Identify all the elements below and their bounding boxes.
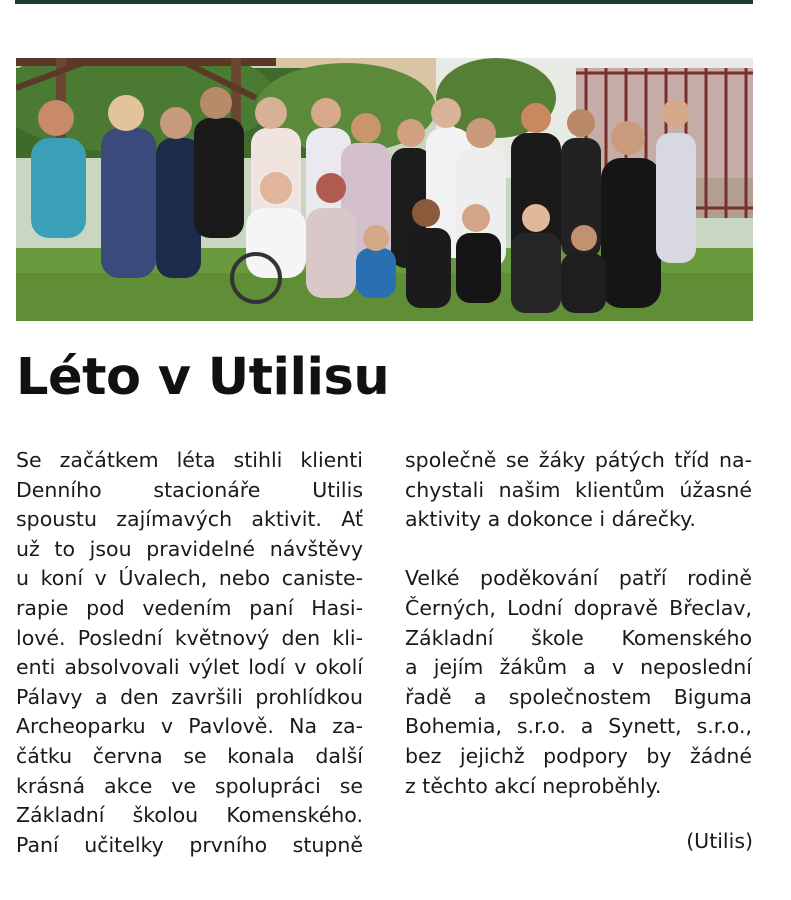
body-line: u koní v Úvalech, nebo caniste- xyxy=(16,566,363,591)
body-line: krásná akce ve spolupráci se xyxy=(16,773,363,798)
body-line: aktivity a dokonce i dárečky. xyxy=(405,507,696,532)
body-line: společně se žáky pátých tříd na- xyxy=(405,448,752,472)
top-divider-rule xyxy=(15,0,753,4)
body-line: Základní škole Komenského xyxy=(405,625,752,650)
body-line: řadě a společnostem Biguma xyxy=(405,684,752,709)
paragraph-gap xyxy=(405,535,752,565)
body-line: Denního stacionáře Utilis xyxy=(16,477,363,502)
body-line: bez jejichž podpory by žádné xyxy=(405,743,752,768)
body-line: rapie pod vedením paní Hasi- xyxy=(16,595,363,620)
body-line: z těchto akcí neproběhly. xyxy=(405,773,662,798)
body-line: Základní školou Komenského. xyxy=(16,803,363,828)
body-line: čátku června se konala další xyxy=(16,743,363,768)
body-line: už to jsou pravidelné návštěvy xyxy=(16,536,363,561)
article-title: Léto v Utilisu xyxy=(16,348,390,407)
body-line: lové. Poslední květnový den kli- xyxy=(16,625,363,650)
article-body-right-column xyxy=(405,446,752,801)
group-photo xyxy=(16,58,753,321)
body-line: Pálavy a den završili prohlídkou xyxy=(16,684,363,709)
body-line: Velké poděkování patří rodině xyxy=(405,566,752,591)
body-line: spoustu zajímavých aktivit. Ať xyxy=(16,507,363,532)
body-line: Bohemia, s.r.o. a Synett, s.r.o., xyxy=(405,714,752,739)
body-line: Archeoparku v Pavlově. Na za- xyxy=(16,714,363,739)
body-line: a jejím žákům a v neposlední xyxy=(405,655,752,680)
body-line: Se začátkem léta stihli klienti xyxy=(16,448,363,472)
body-line: Paní učitelky prvního stupně xyxy=(16,832,363,857)
article-body-left-column xyxy=(16,446,363,860)
article-signature: (Utilis) xyxy=(686,829,753,853)
body-line: enti absolvovali výlet lodí v okolí xyxy=(16,655,363,680)
body-line: Černých, Lodní dopravě Břeclav, xyxy=(405,595,752,620)
body-line: chystali našim klientům úžasné xyxy=(405,477,752,502)
